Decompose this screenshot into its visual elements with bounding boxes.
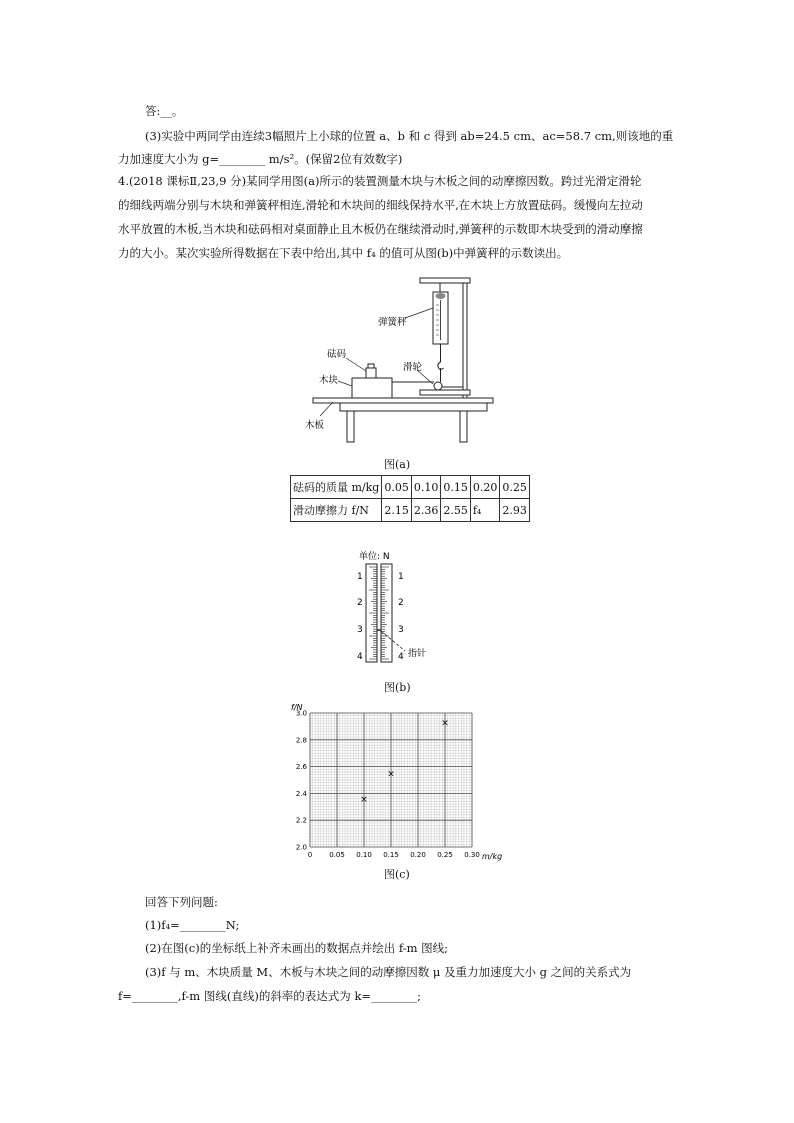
table-cell: 2.15 bbox=[382, 499, 412, 522]
problem-4-title: 4.(2018 课标Ⅱ,23,9 分)某同学用图(a)所示的装置测量木块与木板之间的动摩擦因数。跨过光滑定滑轮 bbox=[118, 174, 642, 188]
figure-c-chart bbox=[285, 700, 540, 862]
x-axis-label: m/kg bbox=[482, 852, 503, 861]
label-block: 木块 bbox=[319, 375, 339, 386]
question-1: (1)f₄=________N; bbox=[145, 918, 240, 932]
pointer-label: 指针 bbox=[408, 649, 427, 659]
y-tick-label: 2.8 bbox=[295, 736, 307, 745]
table-cell: 0.15 bbox=[441, 476, 471, 499]
figure-a-apparatus bbox=[300, 270, 500, 445]
tick-label-right: 4 bbox=[398, 652, 404, 662]
y-axis-label: f/N bbox=[291, 703, 303, 712]
figure-c-caption: 图(c) bbox=[384, 868, 410, 881]
question-2: (2)在图(c)的坐标纸上补齐未画出的数据点并绘出 f-m 图线; bbox=[145, 941, 449, 955]
tick-label-right: 1 bbox=[398, 572, 404, 582]
tick-label-left: 2 bbox=[357, 598, 363, 608]
question-3-line: (3)实验中两同学由连续3幅照片上小球的位置 a、b 和 c 得到 ab=24.5 cm、ac=58.7 cm,则该地的重 bbox=[145, 129, 674, 143]
table-cell: 2.55 bbox=[441, 499, 471, 522]
table-cell: 2.93 bbox=[500, 499, 530, 522]
tick-label-left: 4 bbox=[357, 652, 363, 662]
figure-b-scale bbox=[345, 547, 465, 672]
question-3: (3)f 与 m、木块质量 M、木板与木块之间的动摩擦因数 μ 及重力加速度大小 g 之间的关系式为 bbox=[145, 965, 632, 979]
x-tick-label: 0.15 bbox=[383, 851, 399, 859]
label-board: 木板 bbox=[305, 420, 325, 431]
table-cell: 0.25 bbox=[500, 476, 530, 499]
answer-line: 答:__。 bbox=[145, 104, 184, 118]
table-cell: f₄ bbox=[470, 499, 500, 522]
x-tick-label: 0.30 bbox=[464, 851, 480, 859]
table-row-label: 砝码的质量 m/kg bbox=[291, 476, 382, 499]
y-tick-label: 2.0 bbox=[295, 843, 307, 852]
table-cell: 0.20 bbox=[470, 476, 500, 499]
table-cell: 0.05 bbox=[382, 476, 412, 499]
table-row bbox=[291, 476, 530, 499]
table-row bbox=[291, 499, 530, 522]
problem-4-line4: 力的大小。某次实验所得数据在下表中给出,其中 f₄ 的值可从图(b)中弹簧秤的示数读出。 bbox=[118, 246, 569, 260]
x-tick-label: 0.20 bbox=[410, 851, 426, 859]
y-tick-label: 2.4 bbox=[295, 789, 307, 798]
y-tick-label: 2.6 bbox=[295, 763, 307, 772]
x-tick-label: 0.10 bbox=[356, 851, 372, 859]
x-tick-label: 0 bbox=[307, 851, 313, 859]
table-cell: 2.36 bbox=[411, 499, 441, 522]
y-tick-label: 3.0 bbox=[295, 709, 307, 718]
question-3-cont: f=________,f-m 图线(直线)的斜率的表达式为 k=________; bbox=[118, 989, 421, 1003]
data-point: × bbox=[441, 718, 449, 729]
label-weight: 砝码 bbox=[327, 349, 347, 360]
label-pulley: 滑轮 bbox=[403, 362, 423, 373]
figure-b-caption: 图(b) bbox=[384, 681, 411, 694]
label-spring-balance: 弹簧秤 bbox=[378, 317, 407, 328]
question-3-cont: 力加速度大小为 g=________ m/s²。(保留2位有效数字) bbox=[118, 152, 403, 166]
tick-label-right: 3 bbox=[398, 625, 404, 635]
table-row-label: 滑动摩擦力 f/N bbox=[291, 499, 382, 522]
problem-4-line2: 的细线两端分别与木块和弹簧秤相连,滑轮和木块间的细线保持水平,在木块上方放置砝码。缓慢向左拉动 bbox=[118, 198, 643, 212]
data-table bbox=[290, 475, 530, 522]
x-tick-label: 0.25 bbox=[437, 851, 453, 859]
tick-label-right: 2 bbox=[398, 598, 404, 608]
y-tick-label: 2.2 bbox=[295, 816, 307, 825]
data-point: × bbox=[387, 769, 395, 780]
table-cell: 0.10 bbox=[411, 476, 441, 499]
questions-intro: 回答下列问题: bbox=[145, 895, 218, 909]
unit-label: 单位: N bbox=[359, 552, 390, 562]
problem-4-line3: 水平放置的木板,当木块和砝码相对桌面静止且木板仍在继续滑动时,弹簧秤的示数即木块受到的滑动摩擦 bbox=[118, 222, 643, 236]
tick-label-left: 1 bbox=[357, 572, 363, 582]
tick-label-left: 3 bbox=[357, 625, 363, 635]
data-point: × bbox=[360, 794, 368, 805]
x-tick-label: 0.05 bbox=[329, 851, 345, 859]
figure-a-caption: 图(a) bbox=[384, 458, 411, 471]
